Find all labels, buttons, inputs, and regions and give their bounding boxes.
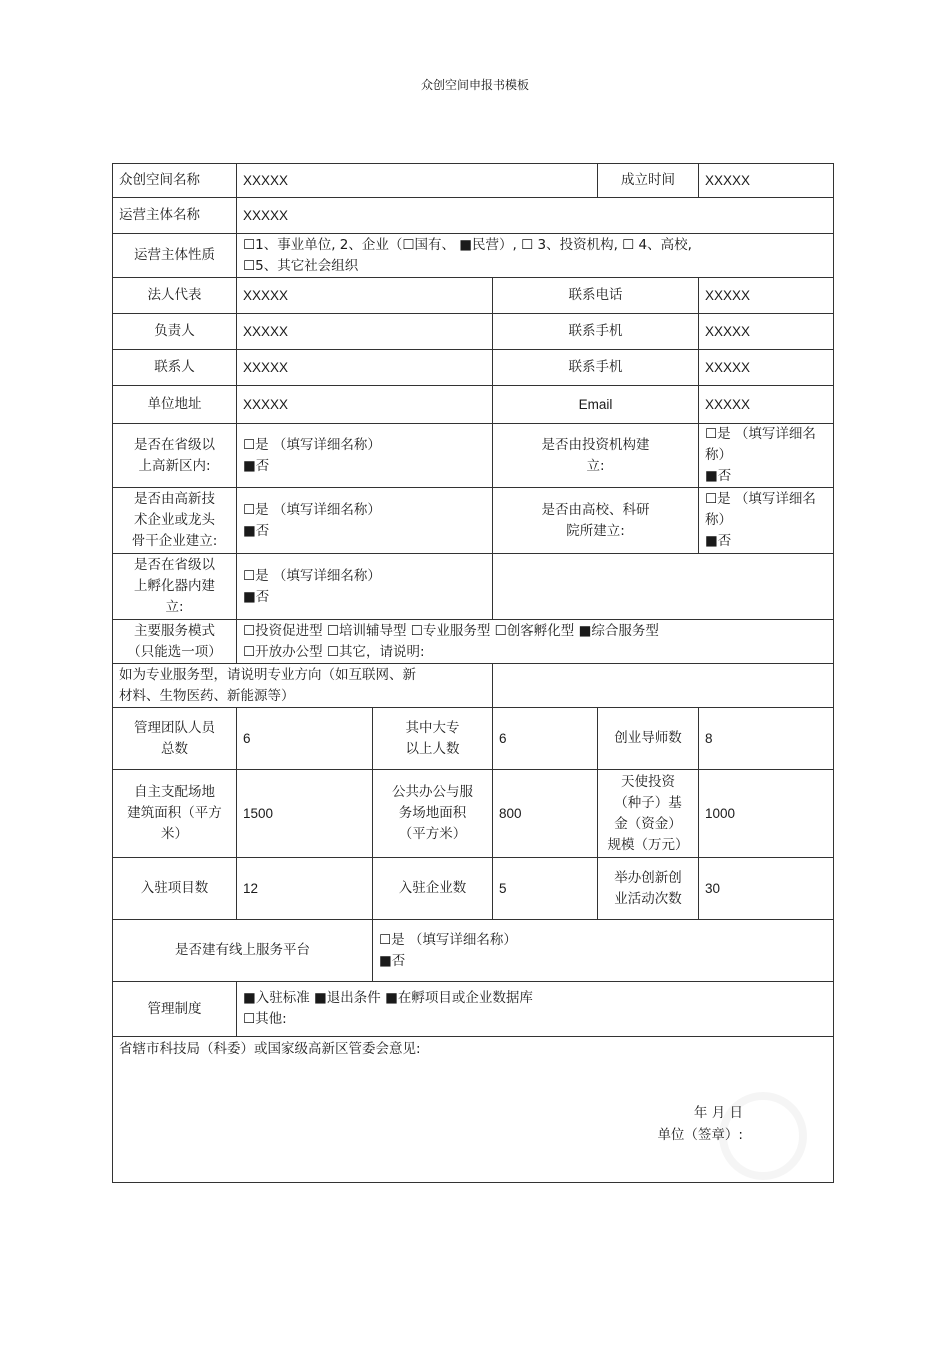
management-line1[interactable]: ■入驻标准 ■退出条件 ■在孵项目或企业数据库 — [243, 990, 533, 1006]
service-mode-line2[interactable]: ☐开放办公型 ☐其它，请说明: — [243, 643, 425, 660]
value-company-count[interactable]: 5 — [493, 858, 598, 920]
value-person-in-charge[interactable]: XXXXX — [237, 314, 493, 350]
row-service-mode — [113, 620, 834, 664]
option-no[interactable]: ■否 — [705, 468, 732, 484]
label-operator-nature: 运营主体性质 — [113, 234, 237, 278]
option-yes[interactable]: ☐是 （填写详细名称） — [705, 491, 816, 528]
option-yes[interactable]: ☐是 （填写详细名称） — [379, 931, 517, 948]
row-enterprise-founded — [113, 488, 834, 554]
row-space-name — [113, 164, 834, 198]
value-email[interactable]: XXXXX — [699, 386, 834, 424]
sign-unit: 单位（签章）: — [657, 1127, 743, 1143]
label-management-system: 管理制度 — [113, 982, 237, 1037]
value-college-count[interactable]: 6 — [493, 708, 598, 770]
value-legal-rep[interactable]: XXXXX — [237, 278, 493, 314]
row-incubator-founded — [113, 554, 834, 620]
value-project-count[interactable]: 12 — [237, 858, 373, 920]
label-mobile-1: 联系手机 — [493, 314, 699, 350]
label-contact-phone: 联系电话 — [493, 278, 699, 314]
label-found-time: 成立时间 — [598, 164, 699, 198]
label-operator-name: 运营主体名称 — [113, 198, 237, 234]
row-person-in-charge — [113, 314, 834, 350]
option-no[interactable]: ■否 — [705, 533, 732, 549]
label-mentor-count: 创业导师数 — [598, 708, 699, 770]
label-company-count: 入驻企业数 — [373, 858, 493, 920]
label-public-area: 公共办公与服 务场地面积 （平方米） — [373, 770, 493, 858]
value-team-total[interactable]: 6 — [237, 708, 373, 770]
option-no[interactable]: ■否 — [243, 588, 270, 605]
value-operator-name[interactable]: XXXXX — [237, 198, 834, 234]
options-university-founded[interactable] — [699, 488, 834, 554]
label-enterprise-founded: 是否由高新技 术企业或龙头 骨干企业建立: — [113, 488, 237, 554]
operator-nature-line1: ☐1、事业单位, 2、企业（☐国有、 ■民营）, ☐ 3、投资机构, ☐ 4、高校, — [243, 236, 692, 253]
value-mobile-1[interactable]: XXXXX — [699, 314, 834, 350]
options-online-platform[interactable] — [373, 920, 834, 982]
operator-nature-line2: ☐5、其它社会组织 — [243, 257, 359, 274]
options-investor-founded[interactable] — [699, 424, 834, 488]
value-found-time[interactable]: XXXXX — [699, 164, 834, 198]
value-space-name[interactable]: XXXXX — [237, 164, 598, 198]
options-service-mode[interactable] — [237, 620, 834, 664]
label-mobile-2: 联系手机 — [493, 350, 699, 386]
row-operator-nature — [113, 234, 834, 278]
operator-nature-options[interactable] — [237, 234, 834, 278]
option-yes[interactable]: ☐是 （填写详细名称） — [243, 501, 381, 518]
service-mode-line1[interactable]: ☐投资促进型 ☐培训辅导型 ☐专业服务型 ☐创客孵化型 ■综合服务型 — [243, 622, 659, 639]
row-legal-rep — [113, 278, 834, 314]
label-high-tech-zone: 是否在省级以 上高新区内: — [113, 424, 237, 488]
options-high-tech-zone[interactable] — [237, 424, 493, 488]
row-opinion — [113, 1037, 834, 1183]
label-own-area: 自主支配场地 建筑面积（平方 米） — [113, 770, 237, 858]
row-high-tech-zone — [113, 424, 834, 488]
label-university-founded: 是否由高校、科研 院所建立: — [493, 488, 699, 554]
label-contact-person: 联系人 — [113, 350, 237, 386]
label-space-name: 众创空间名称 — [113, 164, 237, 198]
option-yes[interactable]: ☐是 （填写详细名称） — [705, 426, 816, 463]
row-professional-direction — [113, 664, 834, 708]
label-email: Email — [493, 386, 699, 424]
option-no[interactable]: ■否 — [243, 522, 270, 539]
row-online-platform — [113, 920, 834, 982]
value-event-count[interactable]: 30 — [699, 858, 834, 920]
options-enterprise-founded[interactable] — [237, 488, 493, 554]
label-team-total: 管理团队人员 总数 — [113, 708, 237, 770]
option-no[interactable]: ■否 — [379, 952, 406, 969]
value-professional-direction[interactable] — [493, 664, 834, 708]
label-college-count: 其中大专 以上人数 — [373, 708, 493, 770]
value-address[interactable]: XXXXX — [237, 386, 493, 424]
label-angel-fund: 天使投资 （种子）基 金（资金） 规模（万元） — [598, 770, 699, 858]
opinion-label: 省辖市科技局（科委）或国家级高新区管委会意见: — [119, 1041, 421, 1057]
opinion-box[interactable] — [113, 1037, 834, 1183]
management-line2[interactable]: ☐其他: — [243, 1011, 287, 1027]
row-operator-name — [113, 198, 834, 234]
value-contact-person[interactable]: XXXXX — [237, 350, 493, 386]
row-projects — [113, 858, 834, 920]
label-investor-founded: 是否由投资机构建 立: — [493, 424, 699, 488]
label-person-in-charge: 负责人 — [113, 314, 237, 350]
value-mobile-2[interactable]: XXXXX — [699, 350, 834, 386]
label-legal-rep: 法人代表 — [113, 278, 237, 314]
label-project-count: 入驻项目数 — [113, 858, 237, 920]
value-own-area[interactable]: 1500 — [237, 770, 373, 858]
option-yes[interactable]: ☐是 （填写详细名称） — [243, 436, 381, 453]
value-public-area[interactable]: 800 — [493, 770, 598, 858]
row-management-system — [113, 982, 834, 1037]
row-team — [113, 708, 834, 770]
application-form-table — [112, 163, 834, 1183]
label-event-count: 举办创新创 业活动次数 — [598, 858, 699, 920]
label-address: 单位地址 — [113, 386, 237, 424]
row-area-fund — [113, 770, 834, 858]
label-online-platform: 是否建有线上服务平台 — [113, 920, 373, 982]
value-angel-fund[interactable]: 1000 — [699, 770, 834, 858]
options-incubator-founded[interactable] — [237, 554, 493, 620]
option-no[interactable]: ■否 — [243, 457, 270, 474]
page-title: 众创空间申报书模板 — [420, 78, 529, 92]
label-incubator-founded: 是否在省级以 上孵化器内建 立: — [113, 554, 237, 620]
options-management-system[interactable] — [237, 982, 834, 1037]
label-service-mode: 主要服务模式 （只能选一项） — [113, 620, 237, 664]
option-yes[interactable]: ☐是 （填写详细名称） — [243, 567, 381, 584]
row-address — [113, 386, 834, 424]
value-contact-phone[interactable]: XXXXX — [699, 278, 834, 314]
watermark-seal-icon — [719, 1092, 807, 1180]
label-professional-direction: 如为专业服务型，请说明专业方向（如互联网、新 材料、生物医药、新能源等） — [113, 664, 493, 708]
sign-date: 年 月 日 — [693, 1105, 743, 1121]
row-contact-person — [113, 350, 834, 386]
empty-cell — [493, 554, 834, 620]
value-mentor-count[interactable]: 8 — [699, 708, 834, 770]
